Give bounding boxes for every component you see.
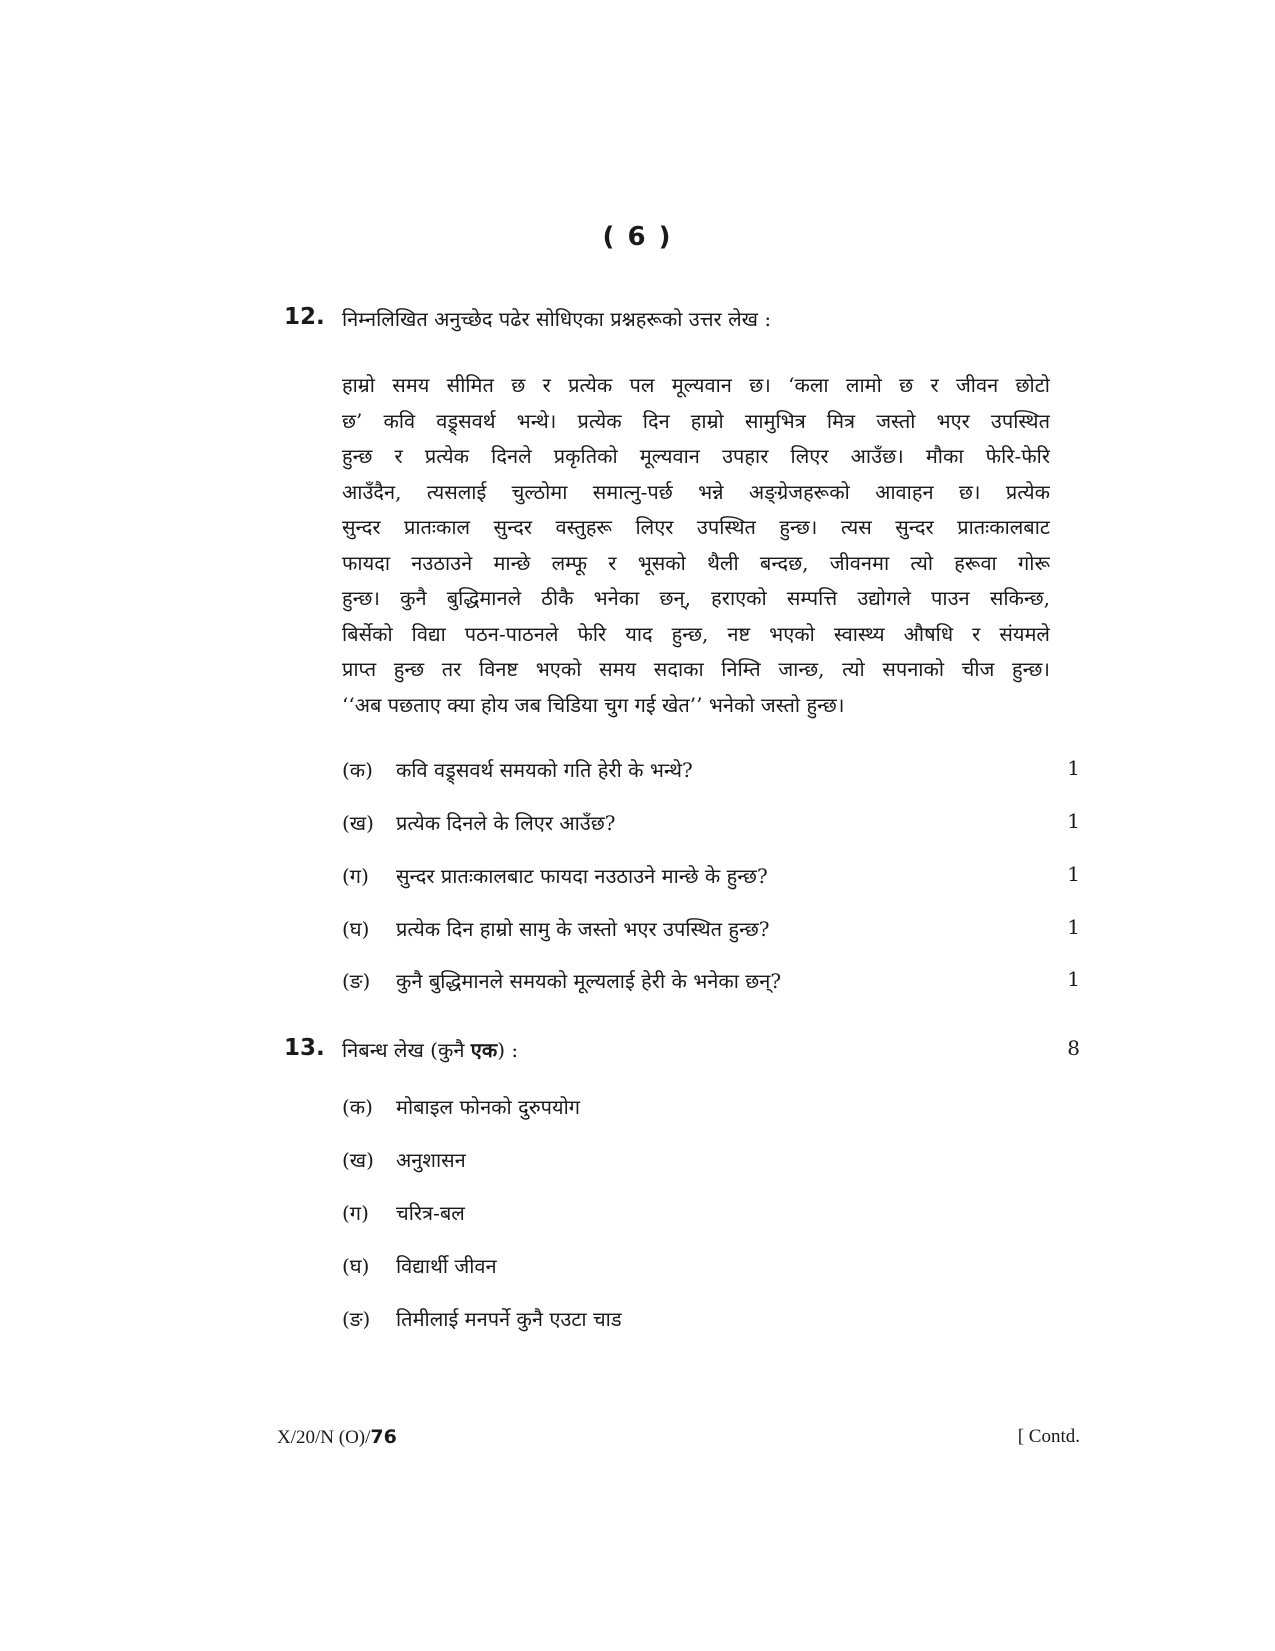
sub-question-label: (क) [342, 758, 373, 782]
sub-question-ga [342, 862, 768, 889]
sub-question-nga [342, 967, 781, 994]
passage-line: आउँदैन, त्यसलाई चुल्ठोमा समात्नु-पर्छ भन्ने अङ्ग्रेजहरूको आवाहन छ। प्रत्येक [342, 479, 1050, 504]
instruction-prefix: निबन्ध लेख (कुनै [342, 1038, 471, 1062]
essay-option-label: (क) [342, 1095, 373, 1119]
sub-question-gha [342, 915, 770, 942]
question-13-marks: 8 [1067, 1036, 1080, 1060]
sub-question-marks: 1 [1067, 756, 1080, 780]
essay-option-ka [342, 1093, 580, 1120]
essay-option-label: (ख) [342, 1148, 374, 1172]
essay-option-kha [342, 1146, 466, 1173]
sub-question-marks: 1 [1067, 967, 1080, 991]
essay-option-text: मोबाइल फोनको दुरुपयोग [396, 1095, 581, 1119]
sub-question-marks: 1 [1067, 915, 1080, 939]
question-12-instruction: निम्नलिखित अनुच्छेद पढेर सोधिएका प्रश्नहरूको उत्तर लेख : [342, 307, 772, 331]
instruction-suffix: ) : [497, 1038, 519, 1062]
sub-question-text: प्रत्येक दिनले के लिएर आउँछ? [396, 811, 616, 835]
passage-line: हुन्छ। कुनै बुद्धिमानले ठीकै भनेका छन्, हराएको सम्पत्ति उद्योगले पाउन सकिन्छ, [342, 586, 1050, 610]
essay-option-text: अनुशासन [396, 1148, 466, 1172]
essay-option-label: (ग) [342, 1201, 369, 1225]
passage [342, 368, 1050, 723]
passage-line: फायदा नउठाउने मान्छे लम्फू र भूसको थैली बन्दछ, जीवनमा त्यो हरूवा गोरू [342, 550, 1050, 575]
sub-question-label: (ख) [342, 811, 374, 835]
sub-question-text: सुन्दर प्रातःकालबाट फायदा नउठाउने मान्छे के हुन्छ? [396, 864, 768, 888]
sub-question-text: कवि वड्र्सवर्थ समयको गति हेरी के भन्थे? [396, 758, 693, 782]
passage-line: छ’ कवि वड्र्सवर्थ भन्थे। प्रत्येक दिन हाम्रो सामुभित्र मित्र जस्तो भएर उपस्थित [342, 408, 1050, 433]
paper-code-prefix: X/20/N (O)/ [277, 1427, 371, 1448]
paper-code [277, 1426, 397, 1449]
essay-option-text: विद्यार्थी जीवन [396, 1254, 497, 1278]
sub-question-text: प्रत्येक दिन हाम्रो सामु के जस्तो भएर उपस्थित हुन्छ? [396, 917, 770, 941]
essay-option-nga [342, 1305, 622, 1332]
sub-question-marks: 1 [1067, 809, 1080, 833]
passage-line: सुन्दर प्रातःकाल सुन्दर वस्तुहरू लिएर उपस्थित हुन्छ। त्यस सुन्दर प्रातःकालबाट [342, 515, 1050, 539]
instruction-bold: एक [470, 1038, 498, 1062]
sub-question-marks: 1 [1067, 862, 1080, 886]
passage-line: हुन्छ र प्रत्येक दिनले प्रकृतिको मूल्यवान उपहार लिएर आउँछ। मौका फेरि-फेरि [342, 444, 1050, 468]
question-13-number: 13. [284, 1035, 325, 1061]
passage-line: प्राप्त हुन्छ तर विनष्ट भएको समय सदाका निम्ति जान्छ, त्यो सपनाको चीज हुन्छ। [342, 657, 1050, 681]
essay-option-gha [342, 1252, 497, 1279]
passage-line: ‘‘अब पछताए क्या होय जब चिडिया चुग गई खेत’’ भनेको जस्तो हुन्छ। [342, 692, 845, 717]
sub-question-text: कुनै बुद्धिमानले समयको मूल्यलाई हेरी के भनेका छन्? [396, 969, 782, 993]
sub-question-label: (ङ) [342, 969, 371, 993]
question-12-number: 12. [284, 304, 325, 330]
essay-option-label: (घ) [342, 1254, 370, 1278]
essay-option-text: तिमीलाई मनपर्ने कुनै एउटा चाड [396, 1307, 622, 1331]
essay-option-label: (ङ) [342, 1307, 371, 1331]
sub-question-label: (ग) [342, 864, 369, 888]
page-number: ( 6 ) [602, 222, 673, 252]
essay-option-ga [342, 1199, 465, 1226]
passage-line: हाम्रो समय सीमित छ र प्रत्येक पल मूल्यवान छ। ‘कला लामो छ र जीवन छोटो [342, 373, 1050, 397]
continued-label: [ Contd. [1017, 1426, 1080, 1447]
sub-question-kha [342, 809, 616, 836]
passage-line: बिर्सेको विद्या पठन-पाठनले फेरि याद हुन्छ, नष्ट भएको स्वास्थ्य औषधि र संयमले [342, 621, 1050, 646]
paper-code-number: 76 [370, 1426, 397, 1448]
question-13-instruction [342, 1036, 518, 1063]
sub-question-ka [342, 756, 693, 783]
essay-option-text: चरित्र-बल [396, 1201, 465, 1225]
sub-question-label: (घ) [342, 917, 370, 941]
